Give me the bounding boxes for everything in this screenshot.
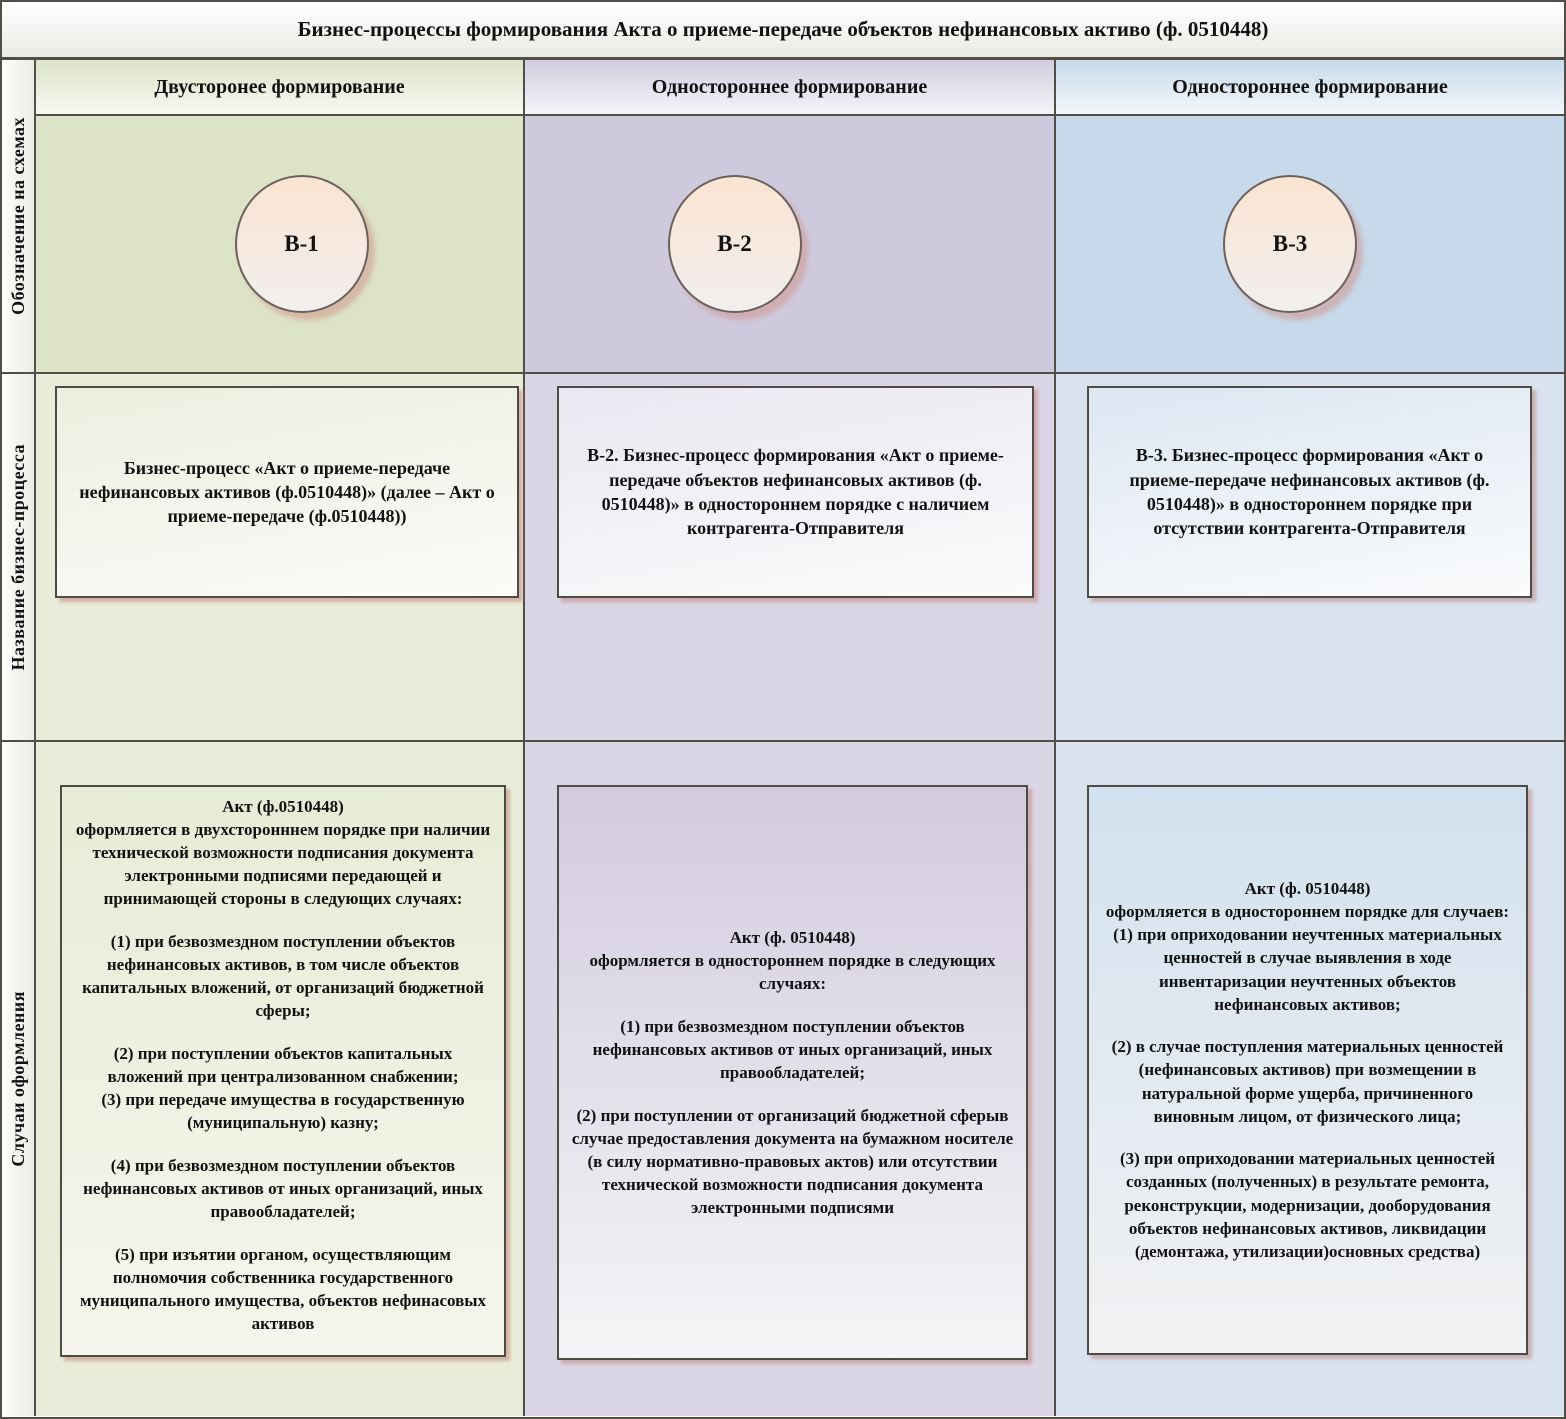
page-title: Бизнес-процессы формирования Акта о приеме-передаче объектов нефинансовых активо (ф. 0510448) — [2, 2, 1564, 60]
process-badge-b3: В-3 — [1223, 175, 1357, 313]
process-name-cell-2 — [525, 374, 1056, 742]
case-paragraph: (1) при безвозмездном поступлении объектов нефинансовых активов, в том числе объектов капитальных вложений, от организаций бюджетной сферы; — [82, 932, 484, 1021]
case-paragraph: (1) при безвозмездном поступлении объектов нефинансовых активов от иных организаций, иных правообладателей; — [592, 1016, 993, 1082]
column-header-unilateral-2 — [1056, 60, 1564, 116]
case-paragraph: (5) при изъятии органом, осуществляющим полномочия собственника государственного муниципального имущества, объектов нефинасовых активов — [79, 1244, 487, 1334]
column-header-label: Одностороннее формирование — [1172, 75, 1448, 98]
case-paragraph: Акт (ф. 0510448) — [729, 927, 856, 947]
process-name-box-1 — [55, 386, 519, 598]
process-name-text: В-2. Бизнес-процесс формирования «Акт о приеме-передаче объектов нефинансовых активов (ф. 0510448)» в одностороннем порядке с наличием контрагента-Отправителя — [587, 445, 1004, 539]
cases-cell-3 — [1056, 742, 1564, 1416]
process-name-cell-1 — [36, 374, 525, 742]
case-paragraph: (2) в случае поступления материальных ценностей (нефинансовых активов) при возмещении в натуральной форме ущерба, причиненного виновным лицом, от физического лица; — [1111, 1037, 1504, 1126]
case-paragraph: оформляется в одностороннем порядке для случаев: — [1105, 902, 1510, 922]
process-name-box-3 — [1087, 386, 1532, 598]
cases-cell-1 — [36, 742, 525, 1416]
process-name-box-2 — [557, 386, 1034, 598]
cases-box-1 — [60, 785, 506, 1357]
notation-cell-b1 — [36, 116, 525, 374]
case-paragraph: (3) при оприходовании материальных ценностей созданных (полученных) в результате ремонта, реконструкции, модернизации, дооборудования объектов нефинансовых активов, ликвидации (демонтажа, утилизации)основных средства) — [1119, 1149, 1496, 1261]
process-badge-b2: В-2 — [668, 175, 802, 313]
case-paragraph: оформляется в одностороннем порядке в следующих случаях: — [589, 950, 996, 994]
cases-cell-2 — [525, 742, 1056, 1416]
column-header-bilateral — [36, 60, 525, 116]
cases-box-2 — [557, 785, 1028, 1360]
process-badge-b1: В-1 — [235, 175, 369, 313]
case-paragraph: Акт (ф.0510448) — [222, 797, 344, 816]
row-label-cell-process-name — [2, 374, 36, 742]
row-label-cell-cases — [2, 742, 36, 1416]
case-paragraph: (4) при безвозмездном поступлении объектов нефинансовых активов от иных организаций, иных правообладателей; — [83, 1156, 483, 1222]
process-table — [2, 60, 1564, 1416]
notation-cell-b2 — [525, 116, 1056, 374]
row-label-cell-notation — [2, 60, 36, 374]
row-label-cases: Случаи оформления — [7, 991, 28, 1167]
case-paragraph: (3) при передаче имущества в государственную (муниципальную) казну; — [101, 1090, 465, 1133]
case-paragraph: оформляется в двухсторонннем порядке при наличии технической возможности подписания документа электронными подписями передающей и принимающей стороны в следующих случаях: — [75, 820, 491, 909]
cases-box-3 — [1087, 785, 1528, 1355]
process-name-cell-3 — [1056, 374, 1564, 742]
case-paragraph: (2) при поступлении от организаций бюджетной сферыв случае предоставления документа на бумажном носителе (в силу нормативно-правовых актов) или отсутствии технической возможности подписания документа электронными подписями — [571, 1105, 1014, 1218]
case-paragraph: (2) при поступлении объектов капитальных вложений при централизованном снабжении; — [107, 1044, 459, 1087]
column-header-unilateral-1 — [525, 60, 1056, 116]
column-header-label: Одностороннее формирование — [651, 75, 928, 98]
row-label-notation: Обозначение на схемах — [7, 117, 28, 315]
row-label-process-name: Название бизнес-процесса — [7, 443, 28, 671]
process-name-text: В-3. Бизнес-процесс формирования «Акт о приеме-передаче нефинансовых активов (ф. 0510448)» в одностороннем порядке при отсутствии контрагента-Отправителя — [1129, 445, 1490, 539]
case-paragraph: Акт (ф. 0510448) — [1244, 879, 1371, 899]
column-header-label: Двусторонее формирование — [154, 75, 405, 98]
case-paragraph: (1) при оприходовании неучтенных материальных ценностей в случае выявления в ходе инвентаризации неучтенных объектов нефинансовых активов; — [1113, 925, 1502, 1014]
notation-cell-b3 — [1056, 116, 1564, 374]
process-name-text: Бизнес-процесс «Акт о приеме-передаче нефинансовых активов (ф.0510448)» (далее – Акт о приеме-передаче (ф.0510448)) — [79, 457, 495, 527]
